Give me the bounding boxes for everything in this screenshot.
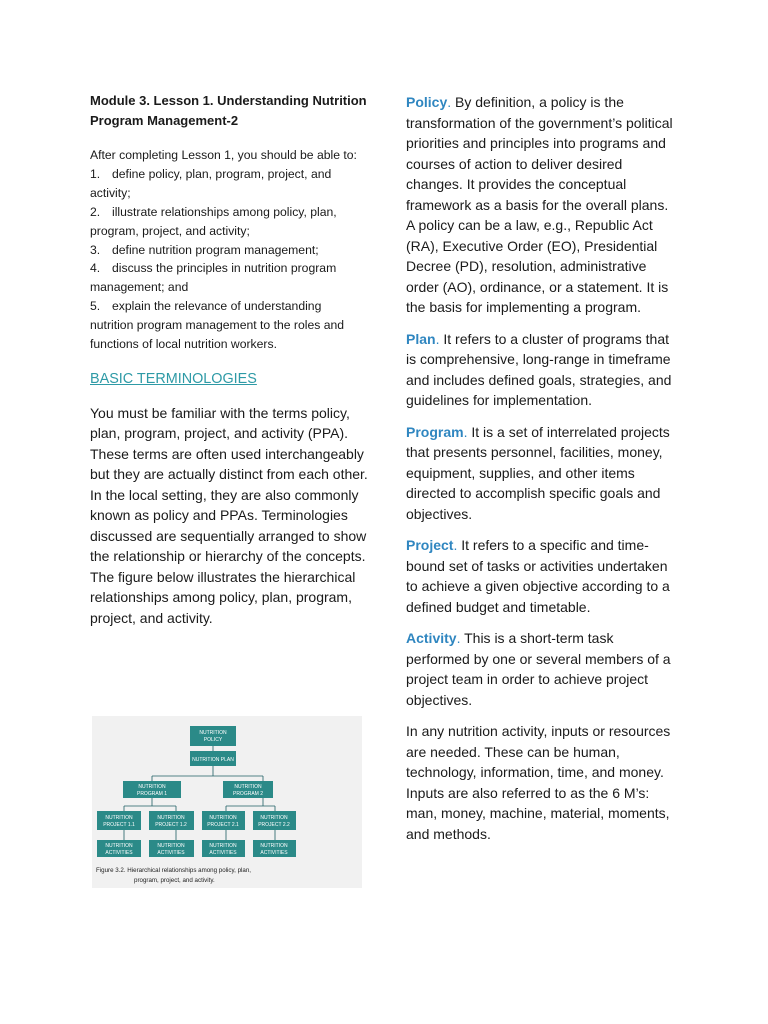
section-heading: BASIC TERMINOLOGIES — [90, 370, 257, 387]
svg-text:ACTIVITIES: ACTIVITIES — [105, 850, 133, 856]
node-project-1-2 — [149, 811, 194, 830]
node-project-1-1 — [97, 811, 141, 830]
intro-text: After completing Lesson 1, you should be able to: — [90, 148, 357, 162]
inputs-paragraph: In any nutrition activity, inputs or resources are needed. These can be human, technology, information, time, and money. Inputs are also referred to as the 6 M’s: man, money, machine, material, moments, and methods. — [406, 723, 671, 842]
term-label: Project — [406, 537, 454, 553]
node-activities-1-1 — [97, 840, 141, 857]
svg-text:NUTRITION PLAN: NUTRITION PLAN — [192, 757, 234, 763]
svg-text:PROJECT 2.2: PROJECT 2.2 — [258, 822, 290, 828]
module-title: Module 3. Lesson 1. Understanding Nutrition Program Management-2 — [90, 93, 367, 128]
node-activities-2-1 — [202, 840, 245, 857]
svg-text:NUTRITION: NUTRITION — [157, 843, 185, 849]
term-definition: By definition, a policy is the transformation of the government’s political priorities and principles into programs and courses of action to deliver desired changes. It provides the conceptual framework as a basis for the overall plans. A policy can be a law, e.g., Republic Act (RA), Executive Order (EO), Presidential Decree (PD), resolution, administrative order (AO), ordinance, or a statement. It is the basis for implementing a program. — [406, 94, 673, 315]
svg-text:NUTRITION: NUTRITION — [260, 815, 288, 821]
svg-text:ACTIVITIES: ACTIVITIES — [260, 850, 288, 856]
svg-text:PROJECT 1.2: PROJECT 1.2 — [155, 822, 187, 828]
term-label: Program — [406, 423, 464, 440]
hierarchy-figure — [92, 716, 362, 888]
svg-text:NUTRITION: NUTRITION — [199, 730, 227, 736]
svg-text:NUTRITION: NUTRITION — [260, 843, 288, 849]
term-definition: It refers to a cluster of programs that is comprehensive, long-range in timeframe and includes defined goals, strategies, and guidelines for implementation. — [406, 330, 672, 408]
node-project-2-1 — [202, 811, 245, 830]
term-definition: It refers to a specific and time-bound set of tasks or activities undertaken to achieve a given objective according to a defined budget and timetable. — [406, 537, 670, 615]
term-label: Plan — [406, 330, 436, 347]
svg-text:NUTRITION: NUTRITION — [138, 784, 166, 790]
svg-text:NUTRITION: NUTRITION — [209, 843, 237, 849]
left-column — [90, 91, 368, 628]
node-program-1 — [123, 781, 181, 798]
svg-text:POLICY: POLICY — [203, 737, 223, 743]
node-activities-1-2 — [149, 840, 194, 857]
term-label: Activity — [406, 630, 457, 646]
node-policy — [190, 726, 236, 746]
terminology-paragraph: You must be familiar with the terms policy, plan, program, project, and activity (PPA). These terms are often used interchangeably but they are actually distinct from each other. In the local setting, they are also commonly known as policy and PPAs. Terminologies discussed are sequentially arranged to show the relationship or hierarchy of the concepts. The figure below illustrates the hierarchical relationships among policy, plan, program, project, and activity. — [90, 404, 368, 626]
hierarchy-diagram — [92, 716, 362, 888]
svg-text:PROGRAM 1: PROGRAM 1 — [136, 791, 168, 797]
node-plan — [190, 751, 236, 766]
svg-text:NUTRITION: NUTRITION — [157, 815, 185, 821]
objective-item: 5. explain the relevance of understanding nutrition program management to the roles and functions of local nutrition workers. — [90, 299, 345, 352]
right-column — [406, 92, 678, 855]
svg-text:NUTRITION: NUTRITION — [234, 784, 262, 790]
svg-text:PROJECT 1.1: PROJECT 1.1 — [103, 822, 135, 828]
figure-caption-line-1: Figure 3.2. Hierarchical relationships among policy, plan, — [96, 867, 251, 874]
objective-item: 2. illustrate relationships among policy, plan, program, project, and activity; — [90, 204, 337, 238]
term-policy: Policy. By definition, a policy is the transformation of the government’s political priorities and principles into programs and courses of action to deliver desired changes. It provides the conceptual framework as a basis for the overall plans. A policy can be a law, e.g., Republic Act (RA), Executive Order (EO), Presidential Decree (PD), resolution, administrative order (AO), ordinance, or a statement. It is the basis for implementing a program. — [406, 94, 673, 315]
figure-caption-line-2: program, project, and activity. — [134, 877, 215, 884]
svg-text:PROGRAM 2: PROGRAM 2 — [232, 791, 264, 797]
term-program: Program. It is a set of interrelated projects that presents personnel, facilities, money, equipment, supplies, and other items directed to accomplish specific goals and objectives. — [406, 423, 670, 522]
svg-text:PROJECT 2.1: PROJECT 2.1 — [207, 822, 239, 828]
term-definition: It is a set of interrelated projects that presents personnel, facilities, money, equipment, supplies, and other items directed to accomplish specific goals and objectives. — [406, 423, 670, 522]
objectives-list — [90, 165, 368, 354]
svg-text:NUTRITION: NUTRITION — [105, 815, 133, 821]
node-program-2 — [223, 781, 273, 798]
svg-text:NUTRITION: NUTRITION — [105, 843, 133, 849]
objective-item: 3. define nutrition program management; — [90, 242, 319, 257]
term-label: Policy — [406, 94, 448, 110]
term-definition: This is a short-term task performed by one or several members of a project team in order to achieve project objectives. — [406, 630, 671, 708]
svg-text:NUTRITION: NUTRITION — [209, 815, 237, 821]
term-activity: Activity. This is a short-term task performed by one or several members of a project team in order to achieve project objectives. — [406, 630, 671, 708]
node-activities-2-2 — [253, 840, 296, 857]
term-plan: Plan. It refers to a cluster of programs that is comprehensive, long-range in timeframe and includes defined goals, strategies, and guidelines for implementation. — [406, 330, 672, 408]
svg-text:ACTIVITIES: ACTIVITIES — [209, 850, 237, 856]
objective-item: 4. discuss the principles in nutrition program management; and — [90, 261, 337, 295]
term-project: Project. It refers to a specific and time-bound set of tasks or activities undertaken to achieve a given objective according to a defined budget and timetable. — [406, 537, 670, 615]
svg-text:ACTIVITIES: ACTIVITIES — [157, 850, 185, 856]
node-project-2-2 — [253, 811, 296, 830]
objective-item: 1. define policy, plan, program, project, and activity; — [90, 166, 332, 200]
